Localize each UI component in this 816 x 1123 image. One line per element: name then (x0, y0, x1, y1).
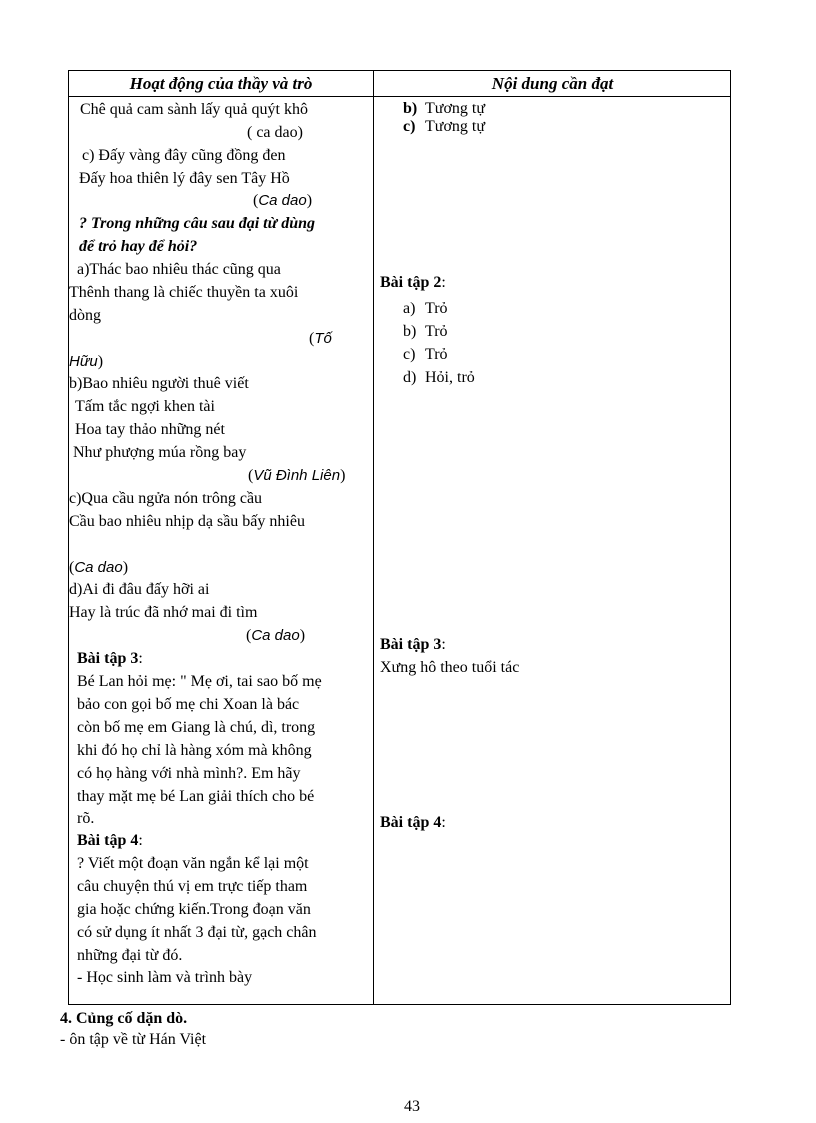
exercise-4-answer-heading: Bài tập 4: (380, 814, 446, 831)
poem-line: c) Đấy vàng đây cũng đồng đen (82, 147, 286, 164)
poem-line: Thênh thang là chiếc thuyền ta xuôi (69, 284, 299, 301)
exercise-3-answer: Xưng hô theo tuổi tác (380, 659, 520, 676)
exercise-4-line: ? Viết một đoạn văn ngắn kể lại một (77, 855, 309, 872)
poem-line: Đấy hoa thiên lý đây sen Tây Hồ (79, 170, 290, 187)
homework-item: - ôn tập về từ Hán Việt (60, 1031, 207, 1048)
answer-item: c) Trỏ (403, 346, 448, 363)
poem-line: c)Qua cầu ngửa nón trông cầu (69, 490, 263, 507)
poem-line: Chê quả cam sành lấy quả quýt khô (80, 101, 308, 118)
exercise-4-line: những đại từ đó. (77, 947, 183, 964)
exercise-4-heading: Bài tập 4: (77, 832, 143, 849)
question-line: để trỏ hay để hỏi? (79, 238, 198, 255)
poem-source: ( ca dao) (247, 124, 303, 141)
answer-line: b) Tương tự (403, 100, 486, 117)
poem-source: (Ca dao) (69, 559, 129, 576)
poem-line: Tấm tắc ngợi khen tài (75, 398, 215, 415)
exercise-3-answer-heading: Bài tập 3: (380, 636, 446, 653)
exercise-3-line: bảo con gọi bố mẹ chi Xoan là bác (77, 696, 300, 713)
answer-item: a) Trỏ (403, 300, 448, 317)
poem-line: dòng (69, 307, 101, 324)
column-divider (373, 71, 374, 1004)
answer-item: b) Trỏ (403, 323, 448, 340)
answer-line: c) Tương tự (403, 118, 486, 135)
poem-source: Hữu) (69, 353, 104, 370)
poem-line: d)Ai đi đâu đấy hỡi ai (69, 581, 210, 598)
exercise-2-heading: Bài tập 2: (380, 274, 446, 291)
exercise-3-heading: Bài tập 3: (77, 650, 143, 667)
poem-source: (Ca dao) (246, 627, 306, 644)
poem-line: b)Bao nhiêu người thuê viết (69, 375, 249, 392)
page-number: 43 (404, 1098, 420, 1115)
poem-source: (Ca dao) (253, 192, 313, 209)
poem-source: (Tố (309, 330, 332, 347)
poem-line: a)Thác bao nhiêu thác cũng qua (77, 261, 281, 278)
lesson-table (68, 70, 731, 1005)
exercise-3-line: có họ hàng với nhà mình?. Em hãy (77, 765, 301, 782)
exercise-3-line: thay mặt mẹ bé Lan giải thích cho bé (77, 788, 315, 805)
poem-source: (Vũ Đình Liên) (248, 467, 346, 484)
exercise-4-line: - Học sinh làm và trình bày (77, 969, 253, 986)
header-divider (69, 96, 730, 97)
exercise-3-line: còn bố mẹ em Giang là chú, dì, trong (77, 719, 316, 736)
poem-line: Hay là trúc đã nhớ mai đi tìm (69, 604, 258, 621)
exercise-3-line: khi đó họ chỉ là hàng xóm mà không (77, 742, 312, 759)
exercise-4-line: gia hoặc chứng kiến.Trong đoạn văn (77, 901, 311, 918)
poem-line: Hoa tay thảo những nét (75, 421, 225, 438)
answer-item: d) Hỏi, trỏ (403, 369, 475, 386)
header-activities: Hoạt động của thầy và trò (129, 74, 313, 93)
exercise-4-line: câu chuyện thú vị em trực tiếp tham (77, 878, 308, 895)
header-content: Nội dung cần đạt (491, 74, 614, 93)
exercise-4-line: có sử dụng ít nhất 3 đại từ, gạch chân (77, 924, 317, 941)
exercise-3-line: Bé Lan hỏi mẹ: " Mẹ ơi, tai sao bố mẹ (77, 673, 322, 690)
question-line: ? Trong những câu sau đại từ dùng (79, 215, 315, 232)
poem-line: Cầu bao nhiêu nhịp dạ sầu bấy nhiêu (69, 513, 305, 530)
section-heading: 4. Củng cố dặn dò. (60, 1010, 188, 1027)
poem-line: Như phượng múa rồng bay (73, 444, 247, 461)
exercise-3-line: rõ. (77, 810, 95, 827)
